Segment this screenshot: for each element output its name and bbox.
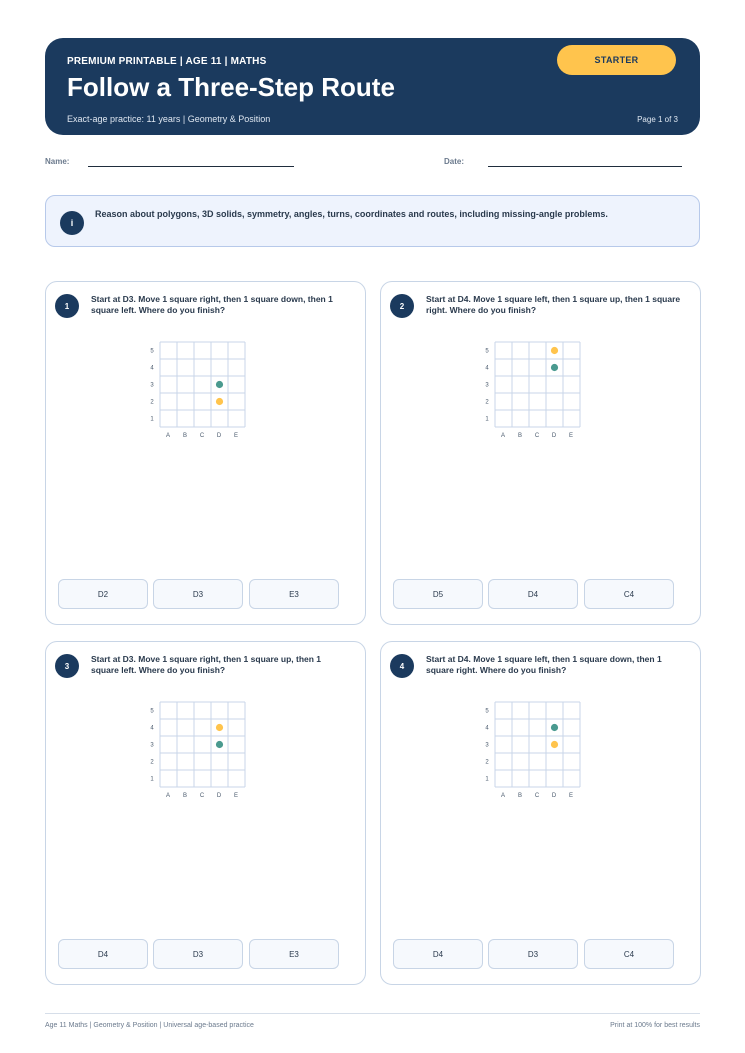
question-text: Start at D3. Move 1 square right, then 1 square down, then 1 square left. Where do you finish? (91, 294, 333, 315)
header-kicker: PREMIUM PRINTABLE | AGE 11 | MATHS (67, 56, 267, 67)
row-label: 3 (150, 742, 154, 749)
column-label: A (165, 433, 171, 439)
teal-dot (216, 381, 223, 388)
column-label: B (182, 433, 188, 439)
info-text: Reason about polygons, 3D solids, symmetry, angles, turns, coordinates and routes, including missing-angle problems. (95, 209, 608, 219)
column-label: D (551, 433, 557, 439)
date-label: Date: (444, 157, 465, 166)
row-label: 4 (485, 725, 489, 732)
column-label: E (233, 793, 239, 799)
row-label: 1 (485, 776, 489, 783)
coordinate-grid (481, 697, 591, 807)
teal-dot (551, 724, 558, 731)
yellow-dot (216, 724, 223, 731)
question-number: 2 (390, 294, 414, 318)
answer-option[interactable]: D4 (488, 579, 578, 609)
row-label: 4 (150, 725, 154, 732)
teal-dot (551, 364, 558, 371)
column-label: A (165, 793, 171, 799)
column-label: C (199, 793, 205, 799)
question-text: Start at D4. Move 1 square left, then 1 square down, then 1 square right. Where do you finish? (426, 654, 662, 675)
answer-option[interactable]: E3 (249, 939, 339, 969)
column-label: B (517, 433, 523, 439)
answer-option[interactable]: D3 (153, 579, 243, 609)
question-card (380, 641, 701, 985)
column-label: A (500, 793, 506, 799)
row-label: 5 (485, 348, 489, 355)
row-label: 1 (150, 776, 154, 783)
column-label: E (233, 433, 239, 439)
answer-option[interactable]: E3 (249, 579, 339, 609)
teal-dot (216, 741, 223, 748)
row-label: 4 (485, 365, 489, 372)
date-field[interactable] (488, 166, 682, 167)
column-label: D (216, 433, 222, 439)
column-label: E (568, 793, 574, 799)
coordinate-grid (481, 337, 591, 447)
info-callout (45, 195, 700, 247)
row-label: 1 (485, 416, 489, 423)
question-text: Start at D3. Move 1 square right, then 1 square up, then 1 square left. Where do you finish? (91, 654, 322, 675)
answer-option[interactable]: C4 (584, 579, 674, 609)
row-label: 5 (150, 348, 154, 355)
question-card (45, 281, 366, 625)
answer-option[interactable]: D5 (393, 579, 483, 609)
row-label: 2 (150, 759, 154, 766)
column-label: A (500, 433, 506, 439)
header-subtitle: Exact-age practice: 11 years | Geometry & Position (67, 114, 271, 124)
column-label: C (199, 433, 205, 439)
yellow-dot (551, 741, 558, 748)
row-label: 5 (485, 708, 489, 715)
page-title: Follow a Three-Step Route (67, 72, 395, 102)
row-label: 2 (150, 399, 154, 406)
row-label: 3 (485, 382, 489, 389)
column-label: B (182, 793, 188, 799)
column-label: C (534, 433, 540, 439)
question-text: Start at D4. Move 1 square left, then 1 square up, then 1 square right. Where do you finish? (426, 294, 681, 315)
footer-text: Age 11 Maths | Geometry & Position | Universal age-based practice (45, 1022, 254, 1029)
question-card (380, 281, 701, 625)
column-label: D (216, 793, 222, 799)
name-label: Name: (45, 157, 70, 166)
answer-option[interactable]: D4 (58, 939, 148, 969)
difficulty-badge: STARTER (557, 45, 676, 75)
row-label: 2 (485, 759, 489, 766)
yellow-dot (216, 398, 223, 405)
question-card (45, 641, 366, 985)
column-label: C (534, 793, 540, 799)
page-indicator: Page 1 of 3 (637, 115, 678, 124)
answer-option[interactable]: D3 (153, 939, 243, 969)
footer-divider (45, 1013, 700, 1014)
header-banner (45, 38, 700, 135)
coordinate-grid (146, 337, 256, 447)
info-icon: i (60, 211, 84, 235)
question-number: 3 (55, 654, 79, 678)
row-label: 3 (485, 742, 489, 749)
column-label: D (551, 793, 557, 799)
print-note: Print at 100% for best results (610, 1022, 700, 1029)
row-label: 5 (150, 708, 154, 715)
coordinate-grid (146, 697, 256, 807)
column-label: B (517, 793, 523, 799)
yellow-dot (551, 347, 558, 354)
row-label: 3 (150, 382, 154, 389)
answer-option[interactable]: C4 (584, 939, 674, 969)
answer-option[interactable]: D4 (393, 939, 483, 969)
answer-option[interactable]: D3 (488, 939, 578, 969)
row-label: 2 (485, 399, 489, 406)
name-field[interactable] (88, 166, 294, 167)
question-number: 1 (55, 294, 79, 318)
row-label: 4 (150, 365, 154, 372)
column-label: E (568, 433, 574, 439)
answer-option[interactable]: D2 (58, 579, 148, 609)
row-label: 1 (150, 416, 154, 423)
question-number: 4 (390, 654, 414, 678)
